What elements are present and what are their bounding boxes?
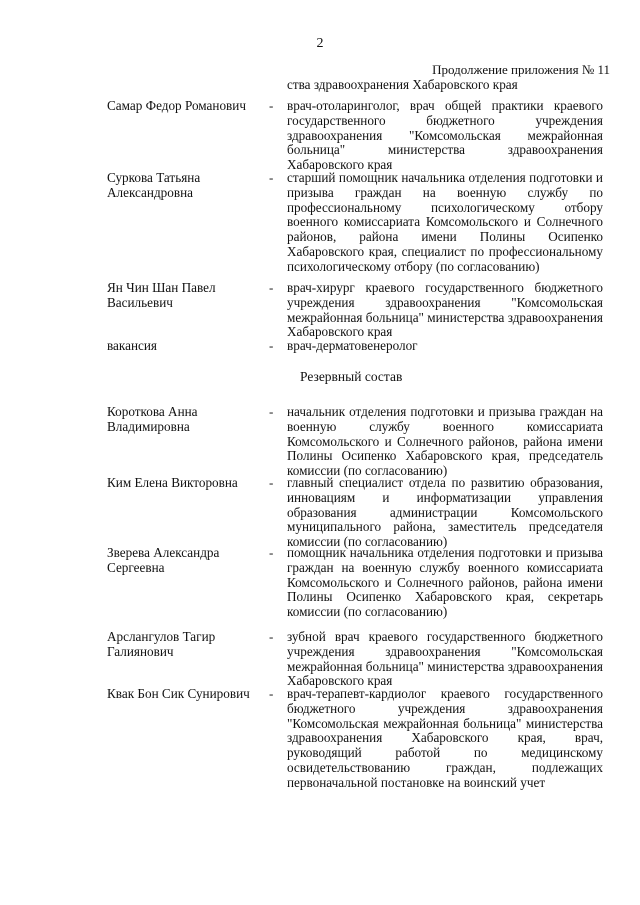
dash-separator: - [269, 338, 274, 353]
page-number: 2 [316, 36, 324, 51]
dash-separator: - [269, 170, 274, 185]
dash-separator: - [269, 475, 274, 490]
member-name: Суркова Татьяна Александровна [107, 170, 201, 200]
dash-separator: - [269, 404, 274, 419]
dash-separator: - [269, 280, 274, 295]
member-name: Самар Федор Романович [107, 98, 246, 113]
member-name: Ян Чин Шан Павел Васильевич [107, 280, 216, 310]
reserve-member-description: помощник начальника отделения подготовки и призыва граждан на военную службу военного комиссариата Комсомольского и Солнечного районов, района имени Полины Осипенко Хабаровского края, секретарь комиссии (по согласованию) [287, 545, 603, 620]
member-description: старший помощник начальника отделения подготовки и призыва граждан на военную службу по профессиональному психологическому отбору военного комиссариата Комсомольского и Солнечного районов, района имени Полины Осипенко Хабаровского края, специалист по профессиональному психологическому отбору (по согласованию) [287, 170, 603, 274]
member-name: вакансия [107, 338, 158, 353]
dash-separator: - [269, 686, 274, 701]
reserve-member-name: Ким Елена Викторовна [107, 475, 238, 490]
dash-separator: - [269, 545, 274, 560]
reserve-member-name: Арслангулов Тагир Галиянович [107, 629, 216, 659]
member-description: врач-дерматовенеролог [287, 338, 418, 353]
member-description: врач-отоларинголог, врач общей практики краевого государственного бюджетного учреждения здравоохранения "Комсомольская межрайонная больница" министерства здравоохранения Хабаровского края [287, 98, 603, 173]
member-description: врач-хирург краевого государственного бюджетного учреждения здравоохранения "Комсомольская межрайонная больница" министерства здравоохранения Хабаровского края [287, 280, 603, 340]
dash-separator: - [269, 98, 274, 113]
appendix-continuation-caption: Продолжение приложения № 11 [432, 62, 610, 77]
reserve-member-name: Короткова Анна Владимировна [107, 404, 198, 434]
reserve-member-description: начальник отделения подготовки и призыва граждан на военную службу военного комиссариата Комсомольского и Солнечного районов, района имени Полины Осипенко Хабаровского края, председатель комиссии (по согласованию) [287, 404, 603, 479]
reserve-section-title: Резервный состав [300, 369, 403, 384]
dash-separator: - [269, 629, 274, 644]
reserve-member-description: врач-терапевт-кардиолог краевого государственного бюджетного учреждения здравоохранения "Комсомольская межрайонная больница" министерства здравоохранения Хабаровского края, врач, руководящий работой по медицинскому освидетельствованию граждан, подлежащих первоначальной постановке на воинский учет [287, 686, 603, 790]
reserve-member-name: Квак Бон Сик Сунирович [107, 686, 250, 701]
reserve-member-description: зубной врач краевого государственного бюджетного учреждения здравоохранения "Комсомольская межрайонная больница" министерства здравоохранения Хабаровского края [287, 629, 603, 689]
continuation-line: ства здравоохранения Хабаровского края [287, 77, 518, 92]
reserve-member-name: Зверева Александра Сергеевна [107, 545, 220, 575]
reserve-member-description: главный специалист отдела по развитию образования, инновациям и информатизации управления образования администрации Комсомольского муниципального района, заместитель председателя комиссии (по согласованию) [287, 475, 603, 550]
